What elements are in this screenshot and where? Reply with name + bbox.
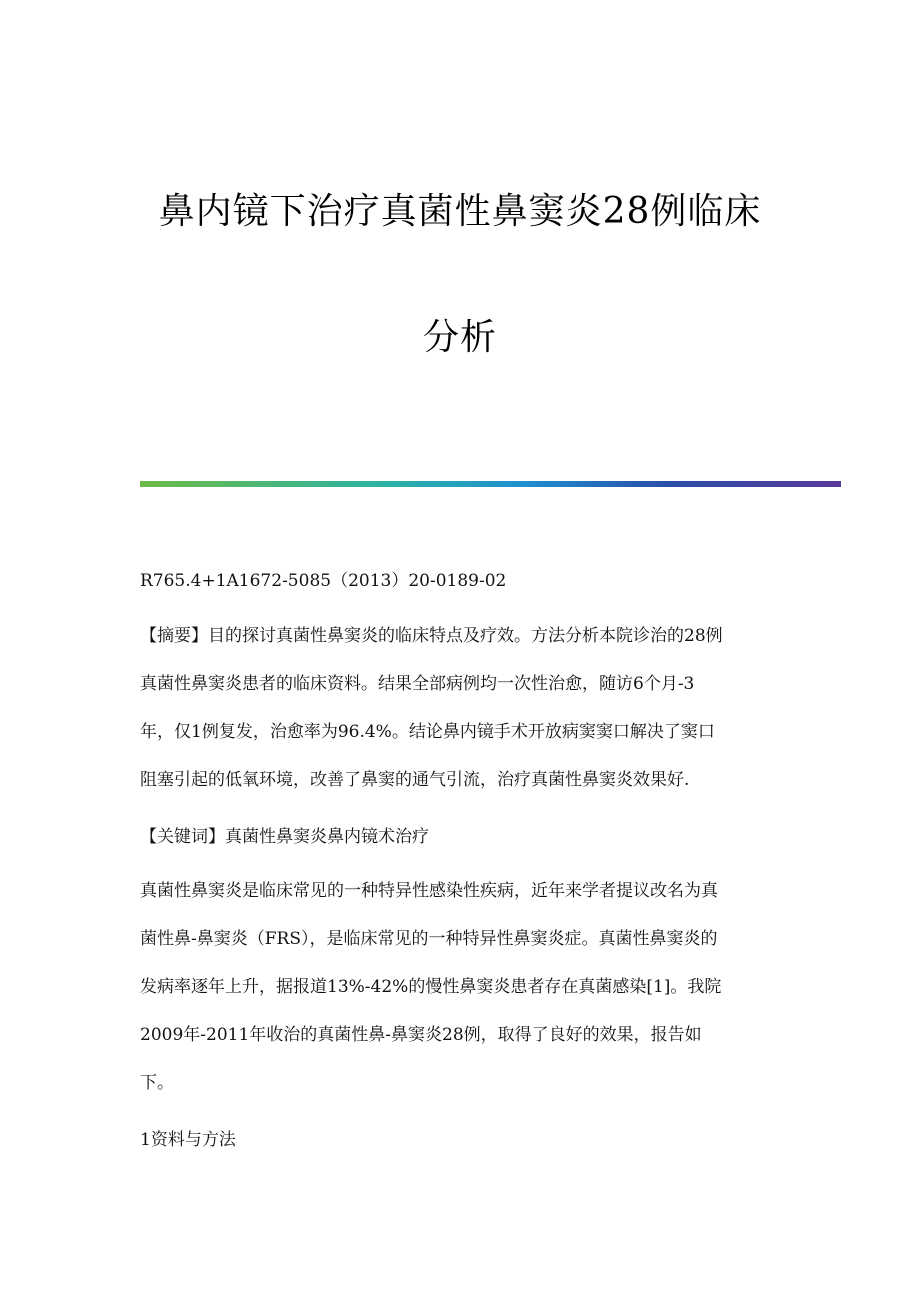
keywords-line: 【关键词】真菌性鼻窦炎鼻内镜术治疗	[140, 827, 429, 847]
gradient-divider	[140, 481, 841, 487]
classification-code: R765.4+1A1672-5085（2013）20-0189-02	[140, 571, 507, 591]
intro-line: 下。	[140, 1073, 174, 1093]
intro-line: 真菌性鼻窦炎是临床常见的一种特异性感染性疾病，近年来学者提议改名为真	[140, 881, 718, 901]
abstract-line: 【摘要】目的探讨真菌性鼻窦炎的临床特点及疗效。方法分析本院诊治的28例	[140, 626, 723, 646]
document-title-line-1: 鼻内镜下治疗真菌性鼻窦炎28例临床	[158, 191, 762, 232]
intro-line: 菌性鼻-鼻窦炎（FRS），是临床常见的一种特异性鼻窦炎症。真菌性鼻窦炎的	[140, 929, 718, 949]
document-title-line-2: 分析	[422, 317, 497, 358]
intro-line: 2009年-2011年收治的真菌性鼻-鼻窦炎28例，取得了良好的效果，报告如	[140, 1025, 702, 1045]
abstract-line: 阻塞引起的低氧环境，改善了鼻窦的通气引流，治疗真菌性鼻窦炎效果好.	[140, 770, 690, 790]
abstract-line: 真菌性鼻窦炎患者的临床资料。结果全部病例均一次性治愈，随访6个月-3	[140, 674, 695, 694]
section-heading: 1资料与方法	[140, 1130, 236, 1150]
abstract-line: 年，仅1例复发，治愈率为96.4%。结论鼻内镜手术开放病窦窦口解决了窦口	[140, 722, 715, 742]
intro-line: 发病率逐年上升，据报道13%-42%的慢性鼻窦炎患者存在真菌感染[1]。我院	[140, 977, 722, 997]
